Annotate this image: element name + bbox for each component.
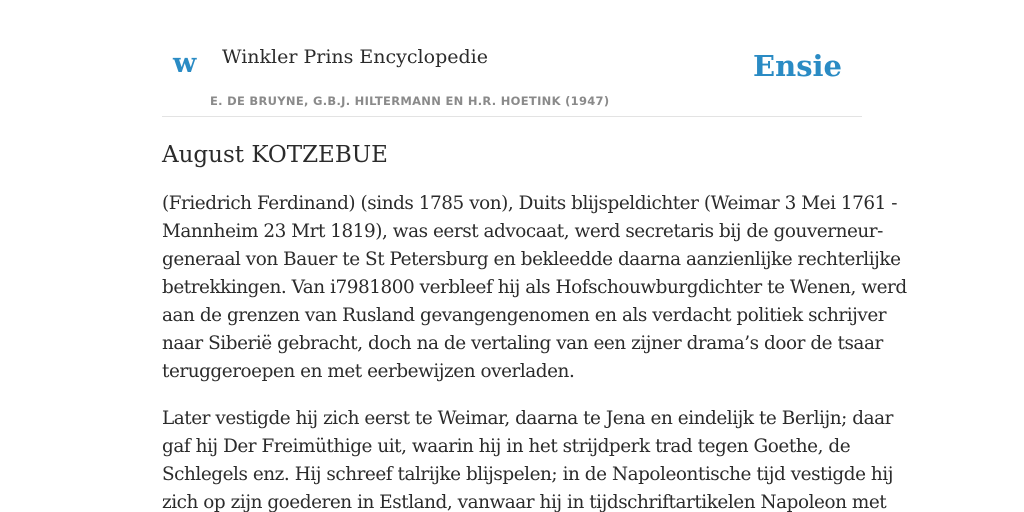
text-line: teruggeroepen en met eerbewijzen overladen. <box>162 361 575 382</box>
site-header <box>162 0 862 117</box>
text-line: aan de grenzen van Rusland gevangengenomen en als verdacht politiek schrijver <box>162 305 887 326</box>
article-paragraph-2 <box>162 405 893 512</box>
text-line: Later vestigde hij zich eerst te Weimar, daarna te Jena en eindelijk te Berlijn; daar <box>162 408 893 429</box>
text-line: Schlegels enz. Hij schreef talrijke blijspelen; in de Napoleontische tijd vestigde hij <box>162 464 893 485</box>
text-line: gaf hij Der Freimüthige uit, waarin hij in het strijdperk trad tegen Goethe, de <box>162 436 851 457</box>
article-paragraph-1 <box>162 190 907 386</box>
text-line: betrekkingen. Van i7981800 verbleef hij als Hofschouwburgdichter te Wenen, werd <box>162 277 907 298</box>
text-line: zich op zijn goederen in Estland, vanwaar hij in tijdschriftartikelen Napoleon met <box>162 492 887 512</box>
source-authors: E. DE BRUYNE, G.B.J. HILTERMANN EN H.R. HOETINK (1947) <box>210 94 610 108</box>
source-logo-icon[interactable]: w <box>173 48 197 79</box>
source-title[interactable]: Winkler Prins Encyclopedie <box>222 46 488 68</box>
article <box>162 138 907 512</box>
ensie-logo-link[interactable]: Ensie <box>753 49 842 83</box>
text-line: naar Siberië gebracht, doch na de vertaling van een zijner drama’s door de tsaar <box>162 333 883 354</box>
article-title: August KOTZEBUE <box>162 142 388 168</box>
text-line: (Friedrich Ferdinand) (sinds 1785 von), Duits blijspeldichter (Weimar 3 Mei 1761 - <box>162 193 898 214</box>
text-line: Mannheim 23 Mrt 1819), was eerst advocaat, werd secretaris bij de gouverneur- <box>162 221 883 242</box>
text-line: generaal von Bauer te St Petersburg en bekleedde daarna aanzienlijke rechterlijke <box>162 249 901 270</box>
